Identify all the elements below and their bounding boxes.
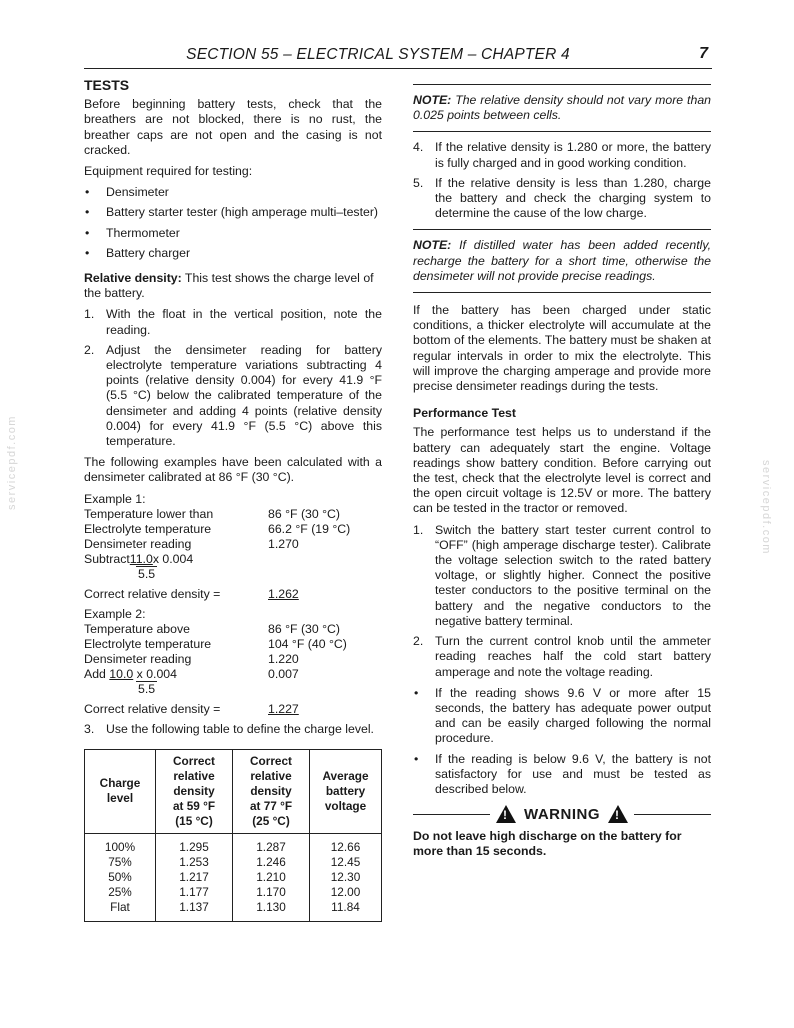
tests-heading: TESTS bbox=[84, 77, 130, 93]
page-header bbox=[84, 44, 712, 69]
relative-density-label: Relative density: bbox=[84, 271, 182, 286]
list-item bbox=[84, 722, 382, 737]
subtract-line: Subtract 11.0 x 0.004 bbox=[84, 551, 194, 566]
table-header-row bbox=[85, 749, 382, 833]
list-item bbox=[413, 140, 711, 170]
table-row: 100% 1.295 1.287 12.66 bbox=[85, 833, 382, 855]
divider bbox=[413, 131, 711, 132]
example-title: Example 1: bbox=[84, 491, 146, 506]
right-column bbox=[413, 78, 711, 859]
step-number: 4. bbox=[413, 140, 424, 155]
step-number: 2. bbox=[84, 342, 95, 357]
divisor: 5.5 bbox=[138, 681, 156, 696]
tests-intro: Before beginning battery tests, check that the breathers are not blocked, there is no rust, the breather caps are not open and the casing is not cracked. bbox=[84, 97, 382, 157]
equipment-label: Equipment required for testing: bbox=[84, 164, 253, 179]
page-number: 7 bbox=[699, 45, 708, 62]
examples-intro: The following examples have been calculated with a densimeter calibrated at 86 °F (30 °C). bbox=[84, 455, 382, 485]
result-row: Correct relative density = 1.227 bbox=[84, 701, 299, 716]
example-row: Densimeter reading 1.270 bbox=[84, 536, 299, 551]
step-number: 1. bbox=[413, 522, 424, 537]
example-row: Electrolyte temperature 104 °F (40 °C) bbox=[84, 636, 347, 651]
warning-icon: ! bbox=[608, 805, 628, 823]
step-number: 1. bbox=[84, 307, 95, 322]
table-row: 25% 1.177 1.170 12.00 bbox=[85, 885, 382, 900]
section-title: SECTION 55 – ELECTRICAL SYSTEM – CHAPTER 4 bbox=[186, 46, 570, 63]
step-text: Use the following table to define the charge level. bbox=[106, 721, 374, 736]
warning-text: Do not leave high discharge on the battery for more than 15 seconds. bbox=[413, 829, 682, 859]
list-item: • If the reading is below 9.6 V, the battery is not satisfactory for use and must be tested as described below. bbox=[413, 752, 711, 798]
performance-steps bbox=[413, 523, 711, 680]
list-item bbox=[413, 523, 711, 629]
example-title: Example 2: bbox=[84, 606, 146, 621]
divisor: 5.5 bbox=[138, 566, 156, 581]
table-row: Flat 1.137 1.130 11.84 bbox=[85, 900, 382, 922]
performance-test-paragraph: The performance test helps us to understand if the battery can adequately start the engine. Voltage readings show battery condition. Before carrying out the test, check that the electrolyte level is correct and the open circuit voltage is 12.5V or more. The battery can be tested in the tractor or removed. bbox=[413, 425, 711, 516]
col-header-density-77f: Correct relative density at 77 °F (25 °C) bbox=[233, 749, 310, 833]
add-line: Add 10.0 x 0.004 0.007 bbox=[84, 666, 299, 681]
relative-density-paragraph bbox=[84, 271, 382, 301]
table-step bbox=[84, 722, 382, 737]
divider bbox=[413, 84, 711, 85]
result-value: 1.262 bbox=[268, 586, 299, 601]
warning-banner bbox=[413, 803, 711, 825]
list-item bbox=[413, 634, 711, 680]
example-2 bbox=[84, 607, 382, 717]
list-item: • Densimeter bbox=[84, 185, 382, 200]
density-steps bbox=[84, 307, 382, 449]
step-text: If the relative density is less than 1.280, charge the battery and check the charging system to determine the cause of the low charge. bbox=[435, 175, 711, 221]
list-item: • If the reading shows 9.6 V or more after 15 seconds, the battery has adequate power output and can be easily charged following the normal procedure. bbox=[413, 686, 711, 747]
list-item: • Battery starter tester (high amperage multi–tester) bbox=[84, 205, 382, 220]
example-1 bbox=[84, 492, 382, 602]
result-row: Correct relative density = 1.262 bbox=[84, 586, 299, 601]
performance-results bbox=[413, 686, 711, 797]
watermark-left: servicepdf.com bbox=[6, 415, 18, 510]
col-header-charge-level: Charge level bbox=[85, 749, 156, 833]
step-text: Turn the current control knob until the ammeter reading reaches half the cold start battery amperage and note the voltage reading. bbox=[435, 634, 711, 679]
static-charge-paragraph: If the battery has been charged under static conditions, a thicker electrolyte will accumulate at the bottom of the elements. The battery must be shaken at regular intervals in order to mix the electrolyte. This will improve the charging amperage and provide more precise densimeter readings during the tests. bbox=[413, 303, 711, 394]
relative-density-text: This test shows the charge level of the battery. bbox=[84, 271, 374, 301]
col-header-voltage: Average battery voltage bbox=[310, 749, 382, 833]
performance-test-heading: Performance Test bbox=[413, 406, 516, 421]
result-value: 1.227 bbox=[268, 701, 299, 716]
equipment-list bbox=[84, 185, 382, 261]
divider bbox=[634, 814, 711, 815]
list-item bbox=[413, 176, 711, 222]
example-row: Densimeter reading 1.220 bbox=[84, 651, 299, 666]
table-row: 75% 1.253 1.246 12.45 bbox=[85, 855, 382, 870]
step-text: If the relative density is 1.280 or more, the battery is fully charged and in good working condition. bbox=[435, 140, 711, 170]
list-item bbox=[84, 343, 382, 449]
step-text: Switch the battery start tester current control to “OFF” (high amperage discharge tester). Calibrate the voltage selection switch to the rated battery voltage, or slightly higher. Connect the positive tester conductors to the positive terminal on the battery and the negative conductors to the negative battery terminal. bbox=[435, 522, 711, 628]
watermark-right: servicepdf.com bbox=[760, 460, 772, 555]
charge-level-table bbox=[84, 749, 382, 922]
warning-title: WARNING bbox=[524, 805, 600, 823]
list-item: • Battery charger bbox=[84, 246, 382, 261]
example-row: Temperature above 86 °F (30 °C) bbox=[84, 621, 341, 636]
divider bbox=[413, 814, 490, 815]
warning-icon: ! bbox=[496, 805, 516, 823]
note-distilled-water: NOTE: If distilled water has been added recently, recharge the battery for a short time, otherwise the densimeter will not provide precise readings. bbox=[413, 238, 711, 283]
step-text: With the float in the vertical position, note the reading. bbox=[106, 307, 382, 337]
step-number: 3. bbox=[84, 721, 95, 736]
density-steps-continued bbox=[413, 140, 711, 221]
example-row: Electrolyte temperature 66.2 °F (19 °C) bbox=[84, 521, 351, 536]
col-header-density-59f: Correct relative density at 59 °F (15 °C) bbox=[156, 749, 233, 833]
divider bbox=[413, 229, 711, 230]
list-item: • Thermometer bbox=[84, 226, 382, 241]
example-row: Temperature lower than 86 °F (30 °C) bbox=[84, 506, 341, 521]
list-item bbox=[84, 307, 382, 337]
step-text: Adjust the densimeter reading for battery electrolyte temperature variations subtracting 4 points (relative density 0.004) for every 41.9 °F (5.5 °C) below the calibrated temperature of the densimeter and adding 4 points (relative density 0.004) for every 41.9 °F (5.5 °C) above this temperature. bbox=[106, 342, 382, 449]
step-number: 5. bbox=[413, 175, 424, 190]
left-column bbox=[84, 78, 382, 922]
note-density-variation: NOTE: The relative density should not vary more than 0.025 points between cells. bbox=[413, 93, 711, 123]
divider bbox=[413, 292, 711, 293]
table-row: 50% 1.217 1.210 12.30 bbox=[85, 870, 382, 885]
step-number: 2. bbox=[413, 634, 424, 649]
